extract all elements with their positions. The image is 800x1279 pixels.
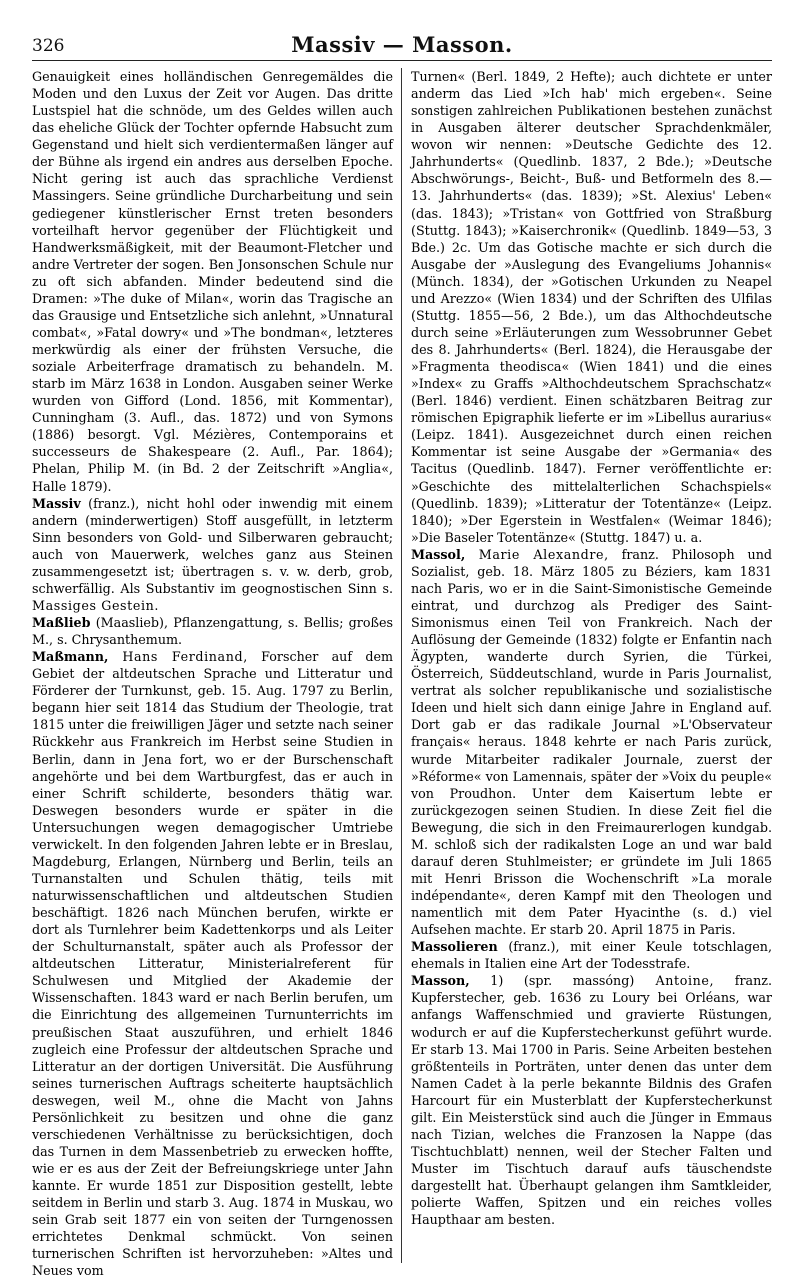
entry-masslieb (32, 614, 393, 648)
person-name: Antoine, (634, 973, 715, 989)
entry-text: (franz.), mit einer Keule totschlagen, ehemals in Italien eine Art der Todesstrafe. (411, 939, 772, 972)
entry-text: franz. Kupferstecher, geb. 1636 zu Loury bei Orléans, war anfangs Waffenschmied und gravierte Rüstungen, wodurch er auf die Kupferstecherkunst geführt wurde. Er starb 13. Mai 1700 in Paris. Seine Arbeiten bestehen größtenteils in Porträten, unter denen das unter dem Namen Cadet à la perle bekannte Bildnis des Grafen Harcourt für ein Musterblatt der Kupferstecherkunst gilt. Ein Meisterstück sind auch die Jünger in Emmaus nach Tizian, welches die Franzosen la Nappe (das Tischtuchblatt) nennen, weil der Stecher Falten und Muster im Tischtuch darauf aufs täuschendste dargestellt hat. Überhaupt gelangen ihm Samtkleider, polierte Waffen, Spitzen und ein reiches volles Haupthaar am besten. (411, 973, 772, 1228)
headword: Maßmann, (32, 649, 109, 665)
left-column (32, 68, 402, 1279)
entry-text: Forscher auf dem Gebiet der altdeutschen Sprache und Litteratur und Förderer der Turnkunst, geb. 15. Aug. 1797 zu Berlin, begann hier seit 1814 das Studium der Theologie, trat 1815 unter die freiwilligen Jäger und setzte nach seiner Rückkehr aus Frankreich im Herbst seine Studien in Berlin, dann in Jena fort, wo er der Burschenschaft angehörte und bei dem Wartburgfest, das er auch in einer Schrift schilderte, besonders thätig war. Deswegen besonders wurde er später in die Untersuchungen wegen demagogischer Umtriebe verwickelt. In den folgenden Jahren lebte er in Breslau, Magdeburg, Erlangen, Nürnberg und Berlin, teils an Turnanstalten und Schulen thätig, teils mit naturwissenschaftlichen und altdeutschen Studien beschäftigt. 1826 nach München berufen, wirkte er dort als Turnlehrer beim Kadettenkorps und als Leiter der Schulturnanstalt, später auch als Professor der altdeutschen Litteratur, Ministerialreferent für Schulwesen und Mitglied der Akademie der Wissenschaften. 1843 ward er nach Berlin berufen, um die Einrichtung des allgemeinen Turnunterrichts im preußischen Staat auszuführen, und erhielt 1846 zugleich eine Professur der altdeutschen Sprache und Litteratur an der dortigen Universität. Die Ausführung seines turnerischen Auftrags scheiterte hauptsächlich deswegen, weil M., ohne die Macht von Jahns Persönlichkeit zu besitzen und ohne die ganz verschiedenen Verhältnisse zu berücksichtigen, doch das Turnen in dem Massenbetrieb zu erwecken hoffte, wie er es aus der Zeit der Befreiungskriege unter Jahn kannte. Er wurde 1851 zur Disposition gestellt, lebte seitdem in Berlin und starb 3. Aug. 1874 in Muskau, wo sein Grab seit 1877 ein von seiten der Turngenossen errichtetes Denkmal schmückt. Von seinen turnerischen Schriften ist hervorzuheben: »Altes und Neues vom (32, 649, 393, 1279)
right-column (402, 68, 772, 1263)
page-number: 326 (32, 36, 65, 56)
entry-text: Genauigkeit eines holländischen Genregemäldes die Moden und den Luxus der Zeit vor Augen. Das dritte Lustspiel hat die schnöde, um des Geldes willen auch das eheliche Glück der Tochter opfernde Habsucht zum Gegenstand und hielt sich verdientermaßen länger auf der Bühne als irgend ein andres aus derselben Epoche. Nicht gering ist auch das sprachliche Verdienst Massingers. Seine gründliche Durcharbeitung und sein gediegener künstlerischer Ernst treten besonders vorteilhaft hervor gegenüber der Flüchtigkeit und Handwerksmäßigkeit, mit der Beaumont-Fletcher und andre Vertreter der sogen. Ben Jonsonschen Schule nur zu oft sich abfanden. Minder bedeutend sind die Dramen: »The duke of Milan«, worin das Tragische an das Grausige und Entsetzliche sich anlehnt, »Unnatural combat«, »Fatal dowry« und »The bondman«, letzteres merkwürdig als einer der frühsten Versuche, die soziale Arbeiterfrage dramatisch zu behandeln. M. starb im März 1638 in London. Ausgaben seiner Werke wurden von Gifford (Lond. 1856, mit Kommentar), Cunningham (3. Aufl., das. 1872) und von Symons (1886) besorgt. Vgl. Mézières, Contemporains et successeurs de Shakespeare (2. Aufl., Par. 1864); Phelan, Philip M. (in Bd. 2 der Zeitschrift »Anglia«, Halle 1879). (32, 69, 393, 494)
headword: Massolieren (411, 939, 498, 955)
entry-massinger-continued (32, 68, 393, 495)
text-columns (32, 68, 772, 1279)
running-head: Massiv — Masson. (291, 32, 513, 57)
entry-text: (franz.), nicht hohl oder inwendig mit einem andern (minderwertigen) Stoff ausgefüllt, in letzterm Sinn besonders von Gold- und Silberwaren gebraucht; auch von Mauerwerk, welches ganz aus Steinen zusammengesetzt ist; übertragen s. v. w. derb, grob, schwerfällig. Als Substantiv im geognostischen Sinn s. (32, 495, 393, 596)
entry-massol (411, 546, 772, 938)
person-name: Hans Ferdinand, (108, 649, 248, 665)
entry-massolieren (411, 938, 772, 972)
entry-massmann (32, 648, 393, 1279)
page-header (32, 22, 772, 61)
headword: Massiv (32, 495, 81, 511)
cross-reference: Massiges Gestein (32, 597, 155, 613)
headword: Massol, (411, 546, 466, 562)
headword: Masson, (411, 973, 470, 989)
entry-text: (Maaslieb), Pflanzengattung, s. Bellis; großes M., s. Chrysanthemum. (32, 615, 393, 648)
entry-massmann-continued (411, 68, 772, 546)
entry-text: Turnen« (Berl. 1849, 2 Hefte); auch dichtete er unter anderm das Lied »Ich hab' mich ergeben«. Seine sonstigen zahlreichen Publikationen bestehen zunächst in Ausgaben älterer deutscher Sprachdenkmäler, wovon wir nennen: »Deutsche Gedichte des 12. Jahrhunderts« (Quedlinb. 1837, 2 Bde.); »Deutsche Abschwörungs-, Beicht-, Buß- und Betformeln des 8.—13. Jahrhunderts« (das. 1839); »St. Alexius' Leben« (das. 1843); »Tristan« von Gottfried von Straßburg (Stuttg. 1843); »Kaiserchronik« (Quedlinb. 1849—53, 3 Bde.) 2c. Um das Gotische machte er sich durch die Ausgabe der »Auslegung des Evangeliums Johannis« (Münch. 1834), der »Gotischen Urkunden zu Neapel und Arezzo« (Wien 1834) und der Schriften des Ulfilas (Stuttg. 1855—56, 2 Bde.), um das Althochdeutsche durch seine »Erläuterungen zum Wessobrunner Gebet des 8. Jahrhunderts« (Berl. 1824), die Herausgabe der »Fragmenta theodisca« (Wien 1841) und die eines »Index« zu Graffs »Althochdeutschem Sprachschatz« (Berl. 1846) verdient. Einen schätzbaren Beitrag zur römischen Epigraphik lieferte er im »Libellus aurarius« (Leipz. 1841). Ausgezeichnet durch einen reichen Kommentar ist seine Ausgabe der »Germania« des Tacitus (Quedlinb. 1847). Ferner veröffentlichte er: »Geschichte des mittelalterlichen Schachspiels« (Quedlinb. 1839); »Litteratur der Totentänze« (Leipz. 1840); »Der Egerstein in Westfalen« (Weimar 1846); »Die Baseler Totentänze« (Stuttg. 1847) u. a. (411, 69, 772, 545)
entry-text-end: . (154, 597, 159, 613)
entry-massiv (32, 495, 393, 614)
headword: Maßlieb (32, 615, 91, 630)
entry-masson (411, 972, 772, 1228)
sense-number: 1) (spr. massóng) (469, 973, 635, 989)
person-name: Marie Alexandre, (465, 546, 609, 562)
entry-text: franz. Philosoph und Sozialist, geb. 18. März 1805 zu Béziers, kam 1831 nach Paris, wo er in die Saint-Simonistische Gemeinde eintrat, und durchzog als Prediger des Saint-Simonismus einen Teil von Frankreich. Nach der Auflösung der Gemeinde (1832) folgte er Enfantin nach Ägypten, wanderte durch Syrien, die Türkei, Österreich, Süddeutschland, wurde in Paris Journalist, vertrat als solcher republikanische und sozialistische Ideen und hielt sich dann einige Jahre in England auf. Dort gab er das radikale Journal »L'Observateur français« heraus. 1848 kehrte er nach Paris zurück, wurde Mitarbeiter radikaler Journale, zuerst der »Réforme« von Lamennais, später der »Voix du peuple« von Proudhon. Unter dem Kaisertum lebte er zurückgezogen seinen Studien. In diese Zeit fiel die Bewegung, die sich in den Freimaurerlogen kundgab. M. schloß sich der radikalsten Loge an und war bald darauf deren Stuhlmeister; er gründete im Juli 1865 mit Henri Brisson die Wochenschrift »La morale indépendante«, deren Kampf mit den Theologen und namentlich mit dem Pater Hyacinthe (s. d.) viel Aufsehen machte. Er starb 20. April 1875 in Paris. (411, 546, 772, 938)
